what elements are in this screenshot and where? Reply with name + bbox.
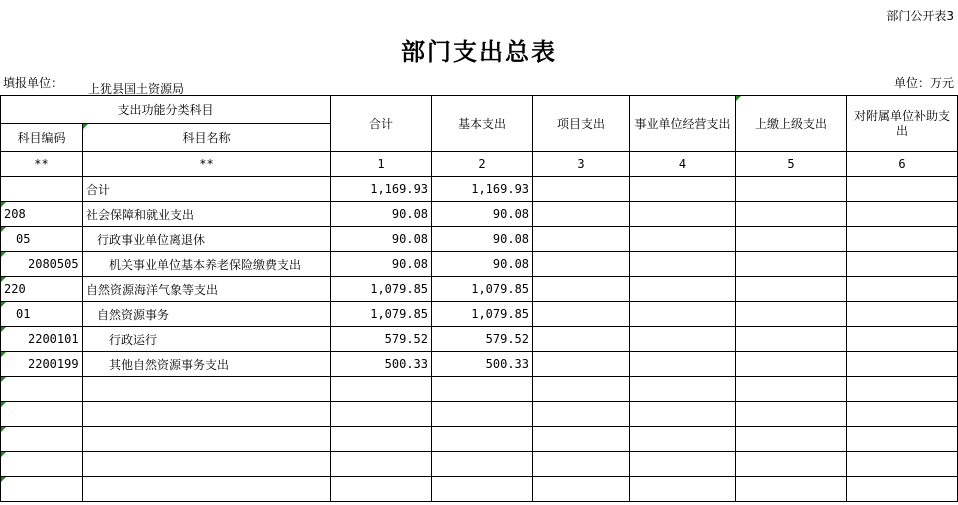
- unit-label: 单位：万元: [893, 76, 954, 90]
- row-name: 机关事业单位基本养老保险缴费支出: [83, 252, 331, 277]
- index-cell: 5: [736, 152, 847, 177]
- page-title: 部门支出总表: [401, 38, 557, 66]
- empty-row: [1, 477, 958, 502]
- header-subsidy: 对附属单位补助支出: [847, 96, 958, 152]
- header-row-1: [1, 96, 958, 124]
- index-cell: **: [1, 152, 83, 177]
- row-total: 90.08: [331, 252, 432, 277]
- header-business: 事业单位经营支出: [630, 96, 736, 152]
- table-row: [1, 352, 958, 377]
- row-total: 90.08: [331, 202, 432, 227]
- index-cell: 1: [331, 152, 432, 177]
- table-row: [1, 202, 958, 227]
- index-row: [1, 152, 958, 177]
- empty-row: [1, 427, 958, 452]
- header-basic: 基本支出: [432, 96, 533, 152]
- index-cell: 4: [630, 152, 736, 177]
- filler-unit-label: 填报单位：: [3, 76, 64, 90]
- filler-unit-value: 上犹县国土资源局: [88, 82, 185, 96]
- row-basic: 90.08: [432, 252, 533, 277]
- row-code: 208: [1, 202, 83, 227]
- row-basic: 579.52: [432, 327, 533, 352]
- index-cell: **: [83, 152, 331, 177]
- table-row: [1, 327, 958, 352]
- table-row: [1, 227, 958, 252]
- row-name: 自然资源海洋气象等支出: [83, 277, 331, 302]
- row-code: [1, 177, 83, 202]
- row-total: 500.33: [331, 352, 432, 377]
- row-basic: 90.08: [432, 227, 533, 252]
- empty-row: [1, 377, 958, 402]
- row-name: 合计: [83, 177, 331, 202]
- table-row: [1, 177, 958, 202]
- empty-row: [1, 402, 958, 427]
- row-code: 2200199: [1, 352, 83, 377]
- row-code: 220: [1, 277, 83, 302]
- row-name: 行政运行: [83, 327, 331, 352]
- index-cell: 6: [847, 152, 958, 177]
- row-basic: 1,169.93: [432, 177, 533, 202]
- header-upper: 上缴上级支出: [736, 96, 847, 152]
- row-basic: 1,079.85: [432, 302, 533, 327]
- empty-row: [1, 452, 958, 477]
- form-number: 部门公开表3: [886, 9, 954, 23]
- row-code: 01: [1, 302, 83, 327]
- expenditure-table: [0, 95, 958, 502]
- row-code: 2080505: [1, 252, 83, 277]
- row-total: 90.08: [331, 227, 432, 252]
- row-code: 05: [1, 227, 83, 252]
- row-total: 1,079.85: [331, 277, 432, 302]
- table-row: [1, 302, 958, 327]
- row-total: 1,079.85: [331, 302, 432, 327]
- row-name: 行政事业单位离退休: [83, 227, 331, 252]
- row-basic: 90.08: [432, 202, 533, 227]
- index-cell: 3: [533, 152, 630, 177]
- index-cell: 2: [432, 152, 533, 177]
- table-row: [1, 277, 958, 302]
- header-project: 项目支出: [533, 96, 630, 152]
- row-total: 579.52: [331, 327, 432, 352]
- row-name: 社会保障和就业支出: [83, 202, 331, 227]
- header-total: 合计: [331, 96, 432, 152]
- row-basic: 1,079.85: [432, 277, 533, 302]
- row-code: 2200101: [1, 327, 83, 352]
- table-row: [1, 252, 958, 277]
- header-code: 科目编码: [1, 124, 83, 152]
- header-name: 科目名称: [83, 124, 331, 152]
- row-total: 1,169.93: [331, 177, 432, 202]
- header-group: 支出功能分类科目: [1, 96, 331, 124]
- row-basic: 500.33: [432, 352, 533, 377]
- row-name: 自然资源事务: [83, 302, 331, 327]
- row-name: 其他自然资源事务支出: [83, 352, 331, 377]
